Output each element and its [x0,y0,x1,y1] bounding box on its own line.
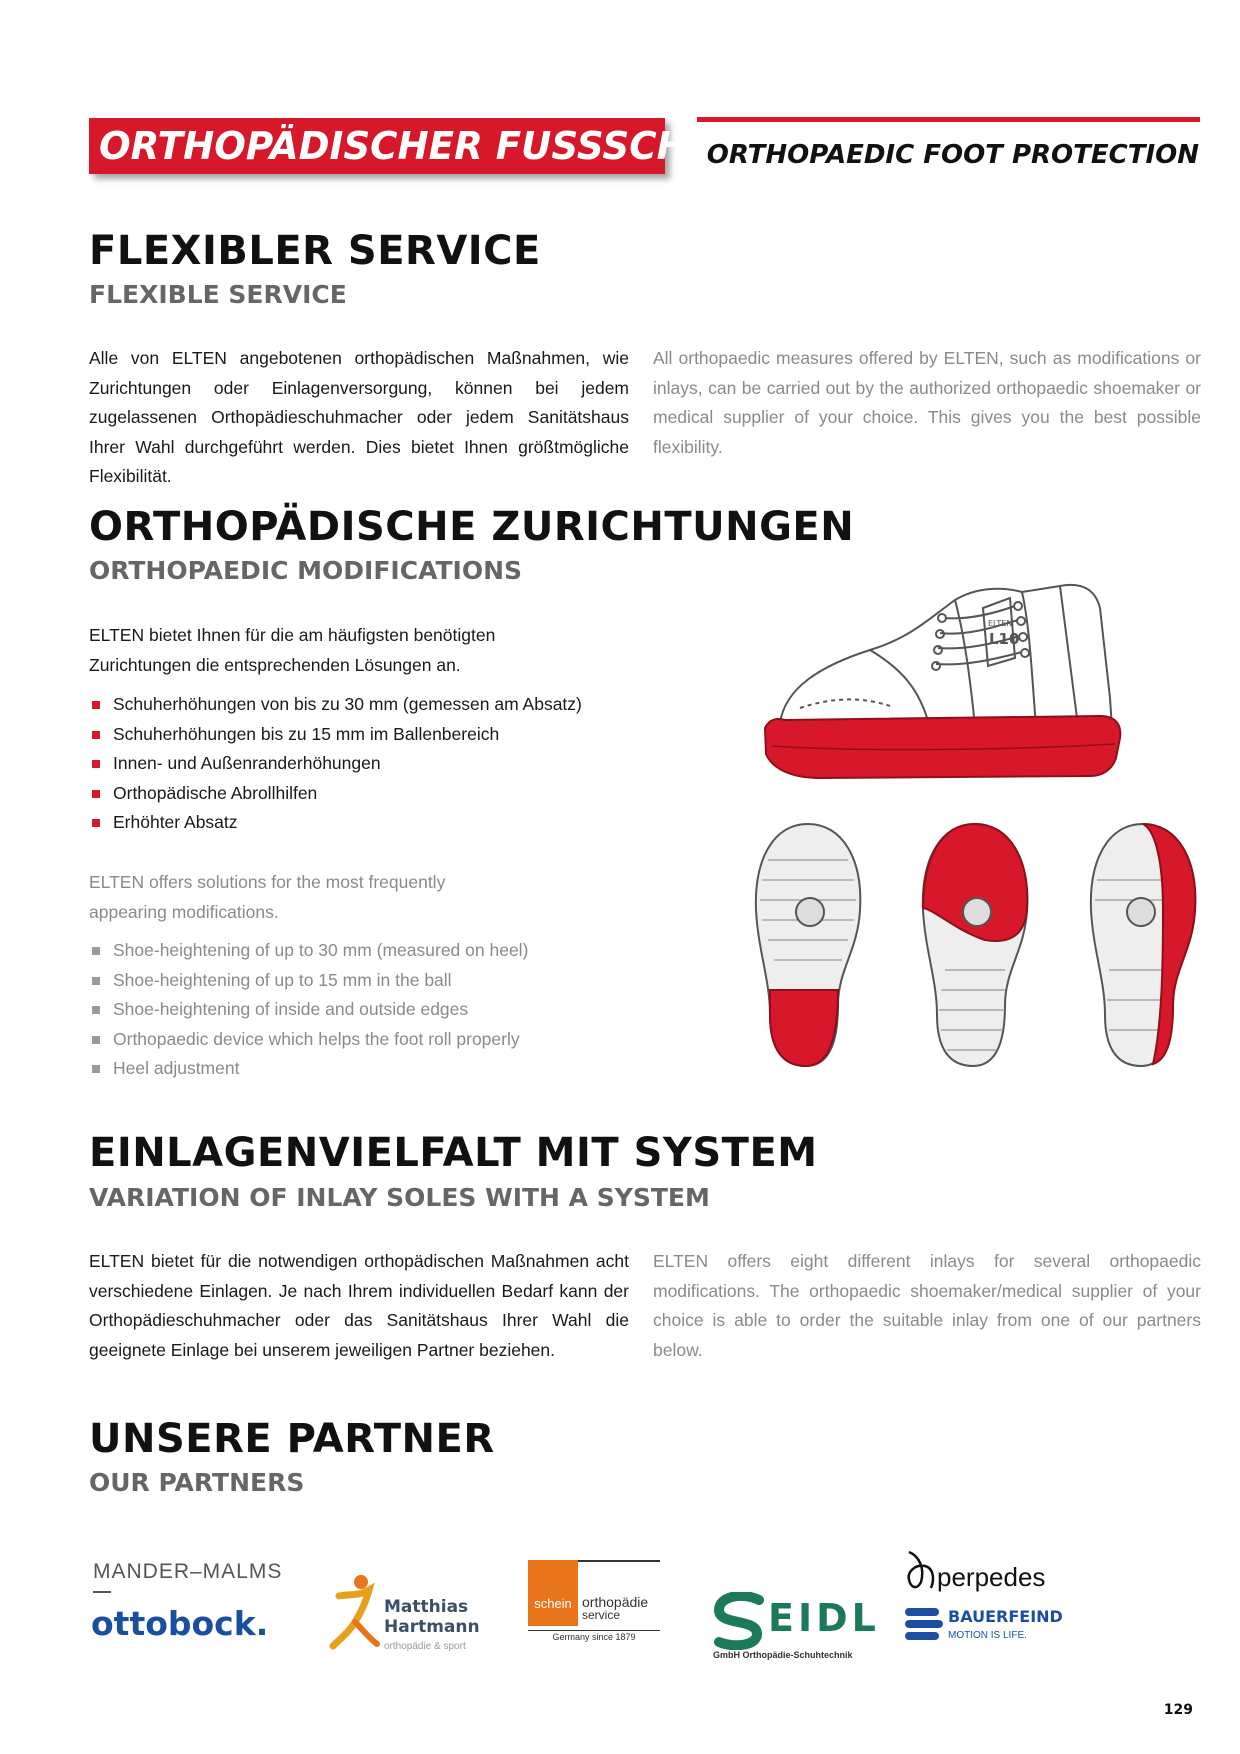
logo-hartmann-text: Matthias Hartmann [384,1597,480,1637]
list-item: Schuherhöhungen bis zu 15 mm im Ballenbereich [89,720,649,750]
logo-perpedes: perpedes [937,1562,1046,1592]
sole-inner-edge-illustration [1083,820,1203,1070]
inlay-text-en: ELTEN offers eight different inlays for several orthopaedic modifications. The orthopaedic shoemaker/medical supplier of your choice is able to order the suitable inlay from one of our partners below. [653,1251,1201,1360]
section-subtitle-partners: OUR PARTNERS [89,1468,305,1497]
list-item: Orthopädische Abrollhilfen [89,779,649,809]
list-item: Schuherhöhungen von bis zu 30 mm (gemessen am Absatz) [89,690,649,720]
logo-seidl-s-mark [713,1592,765,1650]
logo-mander-underline [93,1591,111,1593]
header-banner [89,118,771,174]
mod-intro-de: ELTEN bietet Ihnen für die am häufigsten benötigten Zurichtungen die entsprechenden Lösungen an. [89,625,496,675]
logo-seidl-sub: GmbH Orthopädie-Schuhtechnik [713,1650,853,1660]
logo-schein-service: orthopädie service [578,1560,660,1628]
logo-mander-malms: MANDER–MALMS [93,1560,283,1583]
list-item: Orthopaedic device which helps the foot roll properly [89,1025,649,1055]
inlay-text-de: ELTEN bietet für die notwendigen orthopädischen Maßnahmen acht verschiedene Einlagen. Je nach Ihrem individuellen Bedarf kann der Orthopädieschuhmacher oder das Sanitätshaus Ihrer Wahl die geeignete Einlage bei unserem jeweiligen Partner beziehen. [89,1251,629,1360]
list-item: Shoe-heightening of inside and outside edges [89,995,649,1025]
list-item: Innen- und Außenranderhöhungen [89,749,649,779]
section-title-mod: ORTHOPÄDISCHE ZURICHTUNGEN [89,504,855,550]
logo-hartmann-sub: orthopädie & sport [384,1641,466,1652]
section-subtitle-flex: FLEXIBLE SERVICE [89,280,347,309]
logo-ottobock: ottobock. [91,1604,269,1643]
list-item: Shoe-heightening of up to 30 mm (measured on heel) [89,936,649,966]
sole-outer-edge-illustration [915,820,1035,1070]
mod-bullets-de [89,690,649,838]
logo-schein-box: schein [528,1560,578,1626]
flex-text-en: All orthopaedic measures offered by ELTEN, such as modifications or inlays, can be carried out by the authorized orthopaedic shoemaker or medical supplier of your choice. This gives you the best possible flexibility. [653,348,1201,457]
flex-text-de: Alle von ELTEN angebotenen orthopädischen Maßnahmen, wie Zurichtungen oder Einlagenversorgung, können bei jedem zugelassenen Orthopädieschuhmacher oder jedem Sanitätshaus Ihrer Wahl durchgeführt werden. Dies bietet Ihnen größtmögliche Flexibilität. [89,348,629,486]
logo-seidl: EIDL [768,1596,880,1640]
logo-bauerfeind-mark [903,1606,945,1642]
list-item: Shoe-heightening of up to 15 mm in the ball [89,966,649,996]
logo-perpedes-mark [903,1548,939,1594]
page-number: 129 [1163,1702,1193,1718]
logo-schein-bottom: Germany since 1879 [528,1630,660,1642]
section-title-inlay: EINLAGENVIELFALT MIT SYSTEM [89,1130,818,1176]
mod-intro-en: ELTEN offers solutions for the most frequently appearing modifications. [89,872,446,922]
banner-title: ORTHOPÄDISCHER FUSSSCHUTZ [99,124,771,168]
mod-bullets-en [89,936,649,1084]
section-subtitle-inlay: VARIATION OF INLAY SOLES WITH A SYSTEM [89,1183,710,1212]
header-title-en: ORTHOPAEDIC FOOT PROTECTION [706,140,1199,170]
header-rule [697,117,1200,122]
shoe-side-illustration [760,578,1130,808]
logo-bauerfeind: BAUERFEIND [948,1607,1063,1626]
shoe-badge-main: L10 [989,630,1020,648]
section-subtitle-mod: ORTHOPAEDIC MODIFICATIONS [89,556,523,585]
list-item: Heel adjustment [89,1054,649,1084]
logo-bauerfeind-sub: MOTION IS LIFE. [948,1630,1027,1641]
section-title-flex: FLEXIBLER SERVICE [89,228,541,274]
logo-hartmann-figure [325,1572,385,1652]
section-title-partners: UNSERE PARTNER [89,1416,495,1462]
sole-heel-illustration [748,820,868,1070]
list-item: Erhöhter Absatz [89,808,649,838]
shoe-badge-top: ELTEN [988,619,1013,628]
